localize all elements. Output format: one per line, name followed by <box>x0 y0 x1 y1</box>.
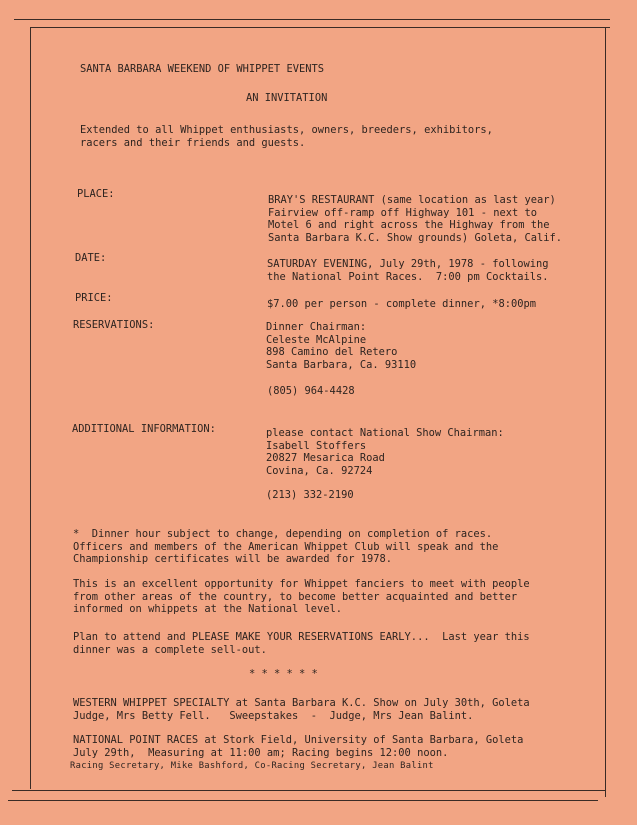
place-value: BRAY'S RESTAURANT (same location as last year) Fairview off-ramp off Highway 101 - next to Motel 6 and right across the Highway from the Santa Barbara K.C. Show grounds) Goleta, Calif. <box>268 194 563 244</box>
reservations-label: RESERVATIONS: <box>73 319 155 331</box>
national-point-races-text: NATIONAL POINT RACES at Stork Field, University of Santa Barbara, Goleta July 29th, Measuring at 11:00 am; Racing begins 12:00 noon. <box>73 734 524 759</box>
frame-bottom-line <box>12 790 606 791</box>
place-label: PLACE: <box>77 188 115 200</box>
plan-paragraph: Plan to attend and PLEASE MAKE YOUR RESERVATIONS EARLY... Last year this dinner was a complete sell-out. <box>73 631 530 656</box>
intro-text: Extended to all Whippet enthusiasts, owners, breeders, exhibitors, racers and their friends and guests. <box>80 124 493 149</box>
reservations-contact: Dinner Chairman: Celeste McAlpine 898 Camino del Retero Santa Barbara, Ca. 93110 <box>266 321 417 371</box>
additional-info-label: ADDITIONAL INFORMATION: <box>72 423 216 435</box>
reservations-phone: (805) 964-4428 <box>267 385 355 397</box>
date-value: SATURDAY EVENING, July 29th, 1978 - following the National Point Races. 7:00 pm Cocktails. <box>267 258 549 283</box>
frame-outer-bottom-line <box>8 800 598 801</box>
frame-inner-top-line <box>30 27 610 28</box>
racing-secretary-line: Racing Secretary, Mike Bashford, Co-Racing Secretary, Jean Balint <box>70 761 434 771</box>
frame-right-line <box>605 27 606 797</box>
frame-left-line <box>30 27 31 789</box>
separator-stars: * * * * * * <box>249 668 318 680</box>
date-label: DATE: <box>75 252 107 264</box>
document-subtitle: AN INVITATION <box>246 92 328 104</box>
opportunity-paragraph: This is an excellent opportunity for Whippet fanciers to meet with people from other areas of the country, to become better acquainted and better informed on whippets at the National level. <box>73 578 530 616</box>
price-value: $7.00 per person - complete dinner, *8:00pm <box>267 298 536 310</box>
additional-info-contact: please contact National Show Chairman: Isabell Stoffers 20827 Mesarica Road Covina, Ca. 92724 <box>266 427 504 477</box>
dinner-hour-note: * Dinner hour subject to change, depending on completion of races. Officers and members of the American Whippet Club will speak and the Championship certificates will be awarded for 1978. <box>73 528 499 566</box>
price-label: PRICE: <box>75 292 113 304</box>
frame-top-line <box>14 19 610 20</box>
western-specialty-text: WESTERN WHIPPET SPECIALTY at Santa Barbara K.C. Show on July 30th, Goleta Judge, Mrs Betty Fell. Sweepstakes - Judge, Mrs Jean Balint. <box>73 697 530 722</box>
additional-info-phone: (213) 332-2190 <box>266 489 354 501</box>
document-title: SANTA BARBARA WEEKEND OF WHIPPET EVENTS <box>80 63 324 75</box>
